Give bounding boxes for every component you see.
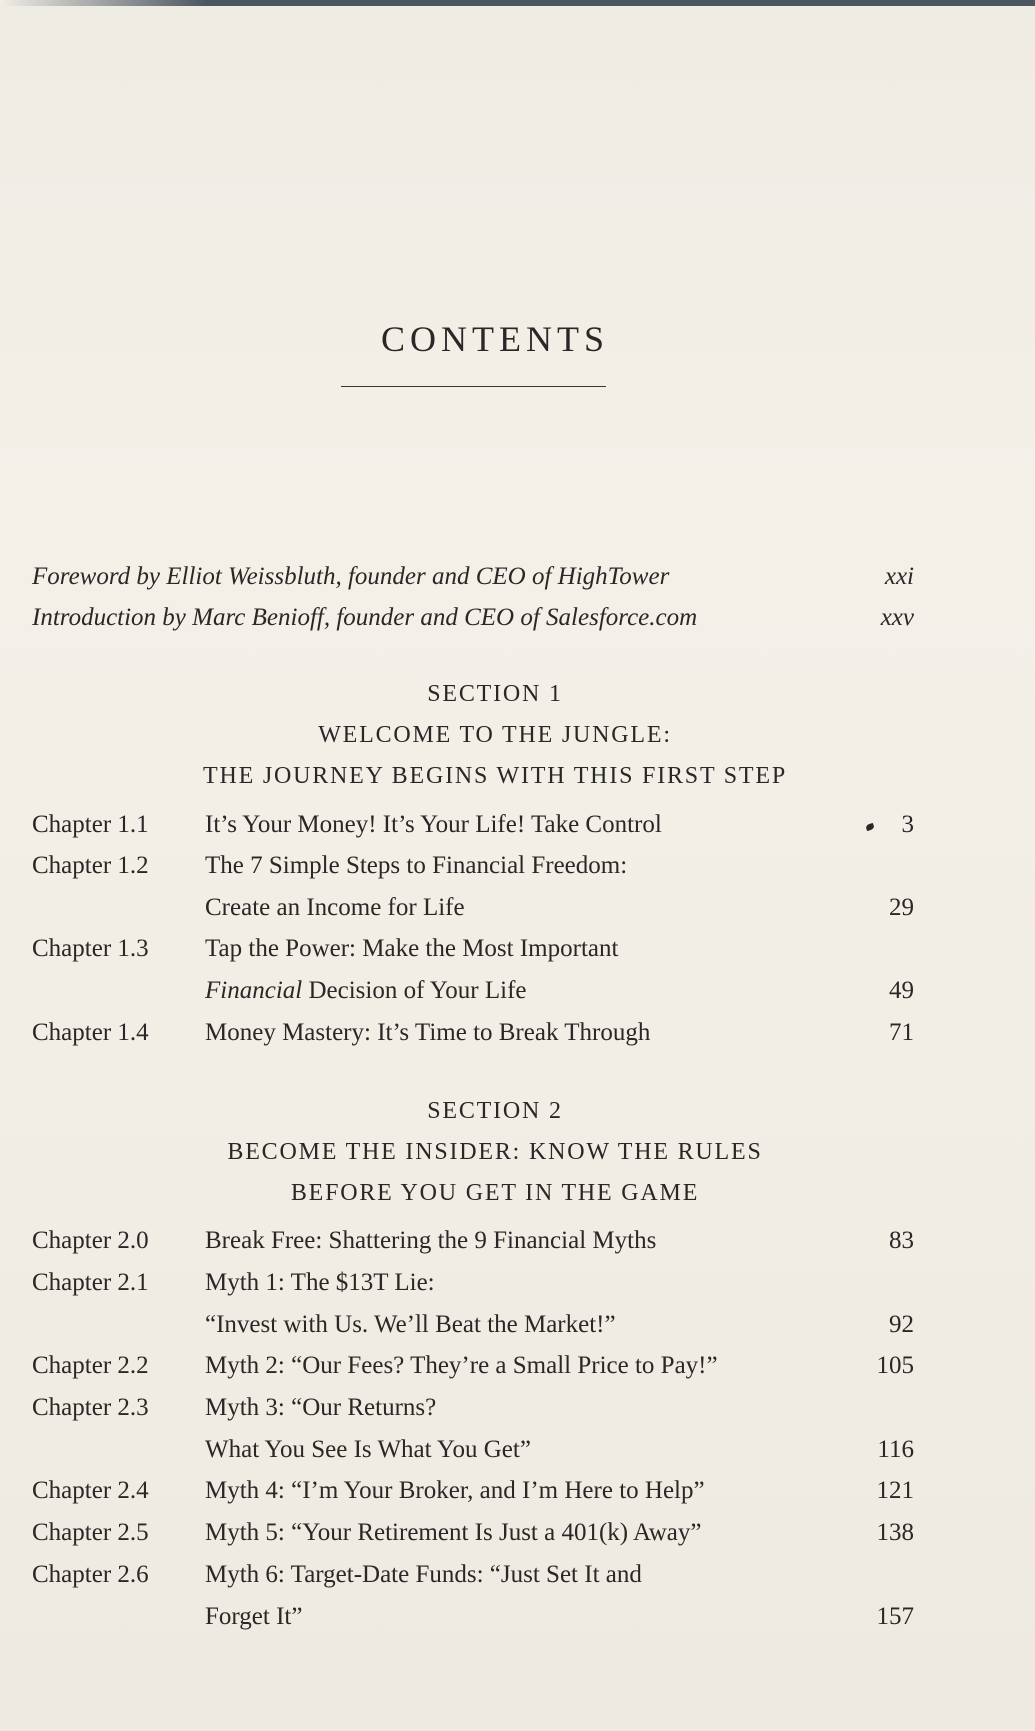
section-title-line1: WELCOME TO THE JUNGLE: (318, 722, 672, 748)
toc-entry[interactable] (0, 1471, 1035, 1511)
chapter-title: Myth 3: “Our Returns? (205, 1394, 437, 1421)
chapter-title: “Invest with Us. We’ll Beat the Market!” (205, 1311, 616, 1338)
chapter-title: Money Mastery: It’s Time to Break Through (205, 1019, 651, 1046)
toc-page-number: 116 (877, 1436, 914, 1463)
toc-page-number: 105 (876, 1352, 914, 1379)
chapter-title: Forget It” (205, 1603, 303, 1630)
toc-entry[interactable] (0, 1513, 1035, 1553)
toc-entry[interactable] (0, 1555, 1035, 1595)
toc-entry[interactable] (0, 1221, 1035, 1261)
toc-entry[interactable] (0, 1013, 1035, 1053)
chapter-title: Myth 1: The $13T Lie: (205, 1269, 435, 1296)
toc-entry-continuation[interactable] (0, 1597, 1035, 1637)
chapter-title: Myth 6: Target-Date Funds: “Just Set It and (205, 1561, 642, 1588)
toc-page-number: xxv (880, 604, 914, 631)
chapter-title (205, 971, 527, 1011)
toc-entry-continuation[interactable] (0, 1305, 1035, 1345)
chapter-number: Chapter 1.1 (32, 811, 149, 838)
chapter-title: Tap the Power: Make the Most Important (205, 935, 619, 962)
toc-entry[interactable] (0, 929, 1035, 969)
toc-entry[interactable] (0, 846, 1035, 886)
chapter-number: Chapter 1.4 (32, 1019, 149, 1046)
page-top-edge (0, 0, 1035, 6)
toc-page-number: 121 (876, 1477, 914, 1504)
chapter-number: Chapter 1.3 (32, 935, 149, 962)
chapter-title: Myth 2: “Our Fees? They’re a Small Price to Pay!” (205, 1352, 718, 1379)
toc-page-number: 3 (901, 811, 914, 838)
chapter-number: Chapter 2.3 (32, 1394, 149, 1421)
section-label: SECTION 2 (427, 1098, 563, 1124)
toc-foreword[interactable] (0, 557, 1035, 597)
toc-entry-title: Introduction by Marc Benioff, founder and CEO of Salesforce.com (32, 604, 698, 631)
chapter-title: Myth 5: “Your Retirement Is Just a 401(k) Away” (205, 1519, 702, 1546)
toc-page-number: 83 (889, 1227, 914, 1254)
chapter-number: Chapter 2.2 (32, 1352, 149, 1379)
toc-page-number: 157 (876, 1603, 914, 1630)
toc-introduction[interactable] (0, 598, 1035, 638)
chapter-title: It’s Your Money! It’s Your Life! Take Control (205, 811, 662, 838)
chapter-number: Chapter 2.0 (32, 1227, 149, 1254)
emphasis-word: Financial (205, 977, 303, 1004)
toc-entry[interactable] (0, 1263, 1035, 1303)
toc-entry[interactable] (0, 805, 1035, 845)
section-title-line2: THE JOURNEY BEGINS WITH THIS FIRST STEP (202, 763, 787, 789)
toc-entry[interactable] (0, 1346, 1035, 1386)
page-title: CONTENTS (381, 319, 609, 359)
section-label: SECTION 1 (427, 681, 563, 707)
chapter-title: Break Free: Shattering the 9 Financial Myths (205, 1227, 657, 1254)
toc-page-number: 92 (889, 1311, 914, 1338)
section-title-line2: BEFORE YOU GET IN THE GAME (290, 1180, 700, 1206)
chapter-title: What You See Is What You Get” (205, 1436, 531, 1463)
chapter-number: Chapter 2.6 (32, 1561, 149, 1588)
chapter-title-rest: Decision of Your Life (308, 977, 527, 1004)
toc-page-number: xxi (884, 563, 914, 590)
toc-entry-continuation[interactable] (0, 971, 1035, 1011)
toc-entry-title: Foreword by Elliot Weissbluth, founder and CEO of HighTower (32, 563, 670, 590)
chapter-number: Chapter 1.2 (32, 852, 149, 879)
chapter-number: Chapter 2.1 (32, 1269, 149, 1296)
chapter-title: Create an Income for Life (205, 894, 465, 921)
toc-page-number: 71 (889, 1019, 914, 1046)
toc-page-number: 49 (889, 977, 914, 1004)
section-title-line1: BECOME THE INSIDER: KNOW THE RULES (227, 1139, 763, 1165)
chapter-number: Chapter 2.4 (32, 1477, 149, 1504)
toc-entry-continuation[interactable] (0, 888, 1035, 928)
toc-page-number: 29 (889, 894, 914, 921)
toc-page-number: 138 (876, 1519, 914, 1546)
chapter-title: Myth 4: “I’m Your Broker, and I’m Here to Help” (205, 1477, 705, 1504)
toc-entry-continuation[interactable] (0, 1430, 1035, 1470)
chapter-title: The 7 Simple Steps to Financial Freedom: (205, 852, 628, 879)
toc-entry[interactable] (0, 1388, 1035, 1428)
chapter-number: Chapter 2.5 (32, 1519, 149, 1546)
title-divider (341, 386, 606, 387)
